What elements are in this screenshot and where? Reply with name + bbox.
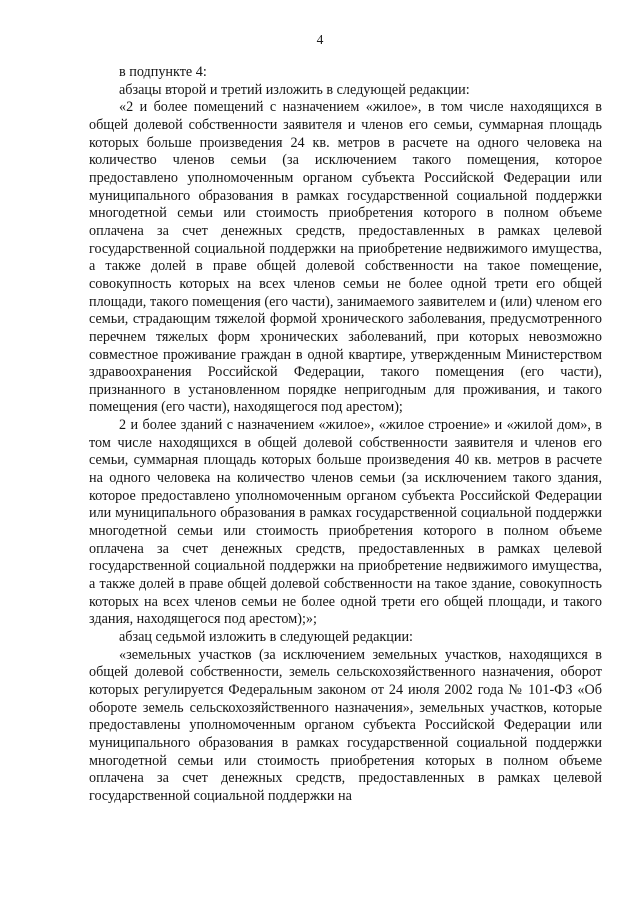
document-body	[89, 64, 602, 806]
paragraph-seventh-intro: абзац седьмой изложить в следующей редакции:	[119, 629, 414, 645]
paragraph-subclause-intro: в подпункте 4:	[119, 64, 207, 80]
page-number: 4	[316, 32, 324, 47]
paragraph-premises: «2 и более помещений с назначением «жилое», в том числе находящихся в общей долевой собственности заявителя и членов его семьи, суммарная площадь которых больше произведения 24 кв. метров в расчете на одного человека на количество членов семьи (за исключением такого помещения, которое предоставлено уполномоченным органом субъекта Российской Федерации или муниципального образования в рамках государственной социальной поддержки многодетной семьи или стоимость приобретения которого в полном объеме оплачена за счет денежных средств, предоставленных в рамках целевой государственной социальной поддержки на приобретение недвижимого имущества, а также долей в праве общей долевой собственности на такое помещение, совокупность которых на всех членов семьи не более одной трети его общей площади, такого помещения (его части), занимаемого заявителем и (или) членом его семьи, страдающим тяжелой формой хронического заболевания, предусмотренного перечнем тяжелых форм хронических заболеваний, при которых невозможно совместное проживание граждан в одной квартире, утвержденным Министерством здравоохранения Российской Федерации, такого помещения (его части), признанного в установленном порядке непригодным для проживания, и такого помещения (его части), находящегося под арестом);	[89, 99, 602, 416]
paragraph-buildings: 2 и более зданий с назначением «жилое», «жилое строение» и «жилой дом», в том числе находящихся в общей долевой собственности заявителя и членов его семьи, суммарная площадь которых больше произведения 40 кв. метров в расчете на одного человека на количество членов семьи (за исключением такого здания, которое предоставлено уполномоченным органом субъекта Российской Федерации или муниципального образования в рамках государственной социальной поддержки многодетной семьи или стоимость приобретения которого в полном объеме оплачена за счет денежных средств, предоставленных в рамках целевой государственной социальной поддержки на приобретение недвижимого имущества, а также долей в праве общей долевой собственности на такое здание, совокупность которых на всех членов семьи не более одной трети его общей площади, и такого здания, находящегося под арестом);»;	[89, 417, 602, 628]
paragraph-land-plots: «земельных участков (за исключением земельных участков, находящихся в общей долевой собственности, земель сельскохозяйственного назначения, оборот которых регулируется Федеральным законом от 24 июля 2002 года № 101-ФЗ «Об обороте земель сельскохозяйственного назначения», земельных участков, которые предоставлены уполномоченным органом субъекта Российской Федерации или муниципального образования в рамках государственной социальной поддержки многодетной семьи или стоимость приобретения которых в полном объеме оплачена за счет денежных средств, предоставленных в рамках целевой государственной социальной поддержки на	[89, 646, 602, 804]
paragraph-amendment-intro: абзацы второй и третий изложить в следующей редакции:	[119, 81, 470, 98]
